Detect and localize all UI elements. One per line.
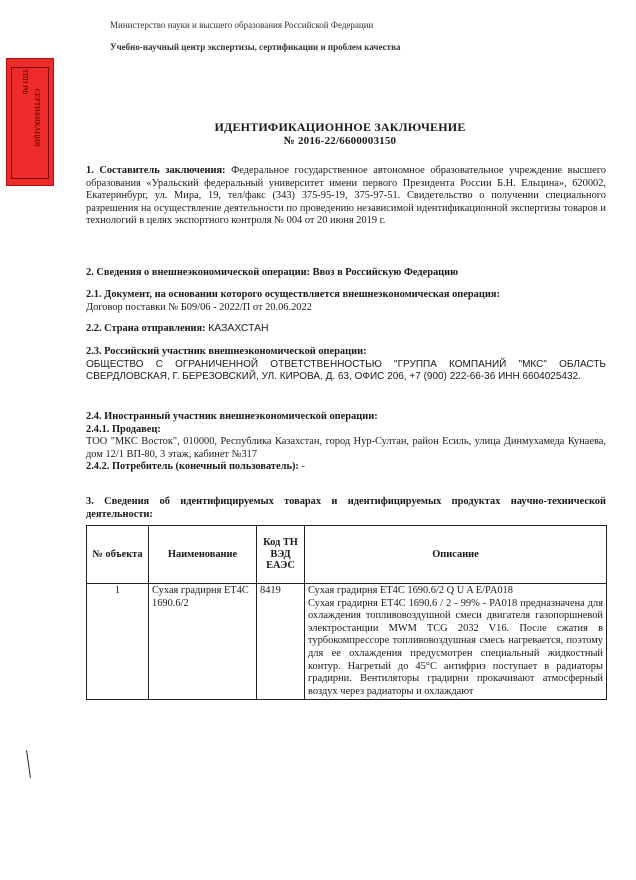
section-2-4-2-label: 2.4.2. Потребитель (конечный пользователь): [86, 461, 299, 473]
row-num: 1 [87, 584, 149, 700]
document-title: ИДЕНТИФИКАЦИОННОЕ ЗАКЛЮЧЕНИЕ [214, 120, 466, 134]
pen-mark [26, 750, 31, 778]
section-3-title: 3. Сведения об идентифицируемых товарах и идентифицируемых продуктах научно-технической деятельности: [86, 496, 606, 520]
ministry-header: Министерство науки и высшего образования Российской Федерации [110, 20, 374, 30]
section-2-1-label: 2.1. Документ, на основании которого осуществляется внешнеэкономическая операция: [86, 289, 500, 300]
table-row [87, 584, 607, 700]
header-desc: Описание [305, 526, 607, 584]
goods-table [86, 525, 607, 700]
header-name: Наименование [149, 526, 257, 584]
section-1-number: 1. [86, 165, 94, 176]
section-2-title: 2. Сведения о внешнеэкономической операции: Ввоз в Российскую Федерацию [86, 267, 459, 278]
section-2-3 [86, 346, 606, 384]
stamp-text-2: СЕРТИФИКАЦИЯ [33, 89, 41, 147]
section-2-1-text: Договор поставки № Б09/06 - 2022/П от 20.06.2022 [86, 301, 312, 313]
header-code: Код ТН ВЭД ЕАЭС [257, 526, 305, 584]
stamp-border [11, 67, 49, 179]
section-2-2-label: 2.2. Страна отправления: [86, 323, 206, 334]
section-2-4-label: 2.4. Иностранный участник внешнеэкономической операции: [86, 411, 378, 422]
stamp-text-1: ТПП РФ [21, 69, 29, 95]
section-1 [86, 165, 606, 228]
document-number: № 2016-22/6600003150 [283, 135, 397, 147]
row-desc [305, 584, 607, 700]
section-1-label: Составитель заключения: [99, 165, 226, 176]
section-2-2 [86, 323, 606, 336]
section-1-text: Федеральное государственное автономное образовательное учреждение высшего образования «Уральский федеральный университет имени первого Президента России Б.Н. Ельцина», 620002, Екатеринбург, ул. Мира, 19, тел/факс (343) 375-95-19, 375-97-51. Свидетельство о получении специального разрешения на осуществление деятельности по проведению независимой идентификационной экспертизы товаров и технологий в целях экспортного контроля № 004 от 20 июня 2019 г. [86, 165, 606, 227]
section-2-2-value: КАЗАХСТАН [208, 323, 269, 334]
header-num: № объекта [87, 526, 149, 584]
row-code: 8419 [257, 584, 305, 700]
row-desc-line1: Сухая градирня ET4C 1690.6/2 Q U A E/PA018 [308, 585, 513, 596]
section-2-4 [86, 411, 606, 474]
section-2-1 [86, 289, 606, 314]
row-name: Сухая градирня ET4C 1690.6/2 [149, 584, 257, 700]
registration-stamp [6, 58, 54, 186]
row-desc-text: Сухая градирня ET4C 1690.6 / 2 - 99% - PA018 предназначена для охлаждения топливовоздушной смеси двигателя газопоршневой электростанции MWM TCG 2032 V16. После сжатия в турбокомпрессоре топливовоздушная смесь нагревается, поэтому для ее охлаждения предусмотрен специальный жидкостный контур. Нагретый до 45°С антифриз поступает в радиаторы градирни. Вентиляторы градирни прокачивают атмосферный воздух через радиаторы и охлаждают [308, 597, 603, 697]
section-2-4-1-label: 2.4.1. Продавец: [86, 423, 161, 435]
section-2-3-label: 2.3. Российский участник внешнеэкономической операции: [86, 346, 367, 357]
section-2-4-1-text: ТОО "МКС Восток", 010000, Республика Казахстан, город Нур-Султан, район Есиль, улица Динмухамеда Кунаева, дом 12/1 ВП-80, 3 этаж, кабинет №317 [86, 436, 606, 460]
table-header-row [87, 526, 607, 584]
center-header: Учебно-научный центр экспертизы, сертификации и проблем качества [110, 42, 401, 52]
section-2-3-text: ОБЩЕСТВО С ОГРАНИЧЕННОЙ ОТВЕТСТВЕННОСТЬЮ "ГРУППА КОМПАНИЙ "МКС" ОБЛАСТЬ СВЕРДЛОВСКАЯ, Г. БЕРЕЗОВСКИЙ, УЛ. КИРОВА, Д. 63, ОФИС 206, +7 (900) 222-66-36 ИНН 6604025432. [86, 358, 606, 383]
section-2-4-2-value: - [301, 461, 305, 473]
